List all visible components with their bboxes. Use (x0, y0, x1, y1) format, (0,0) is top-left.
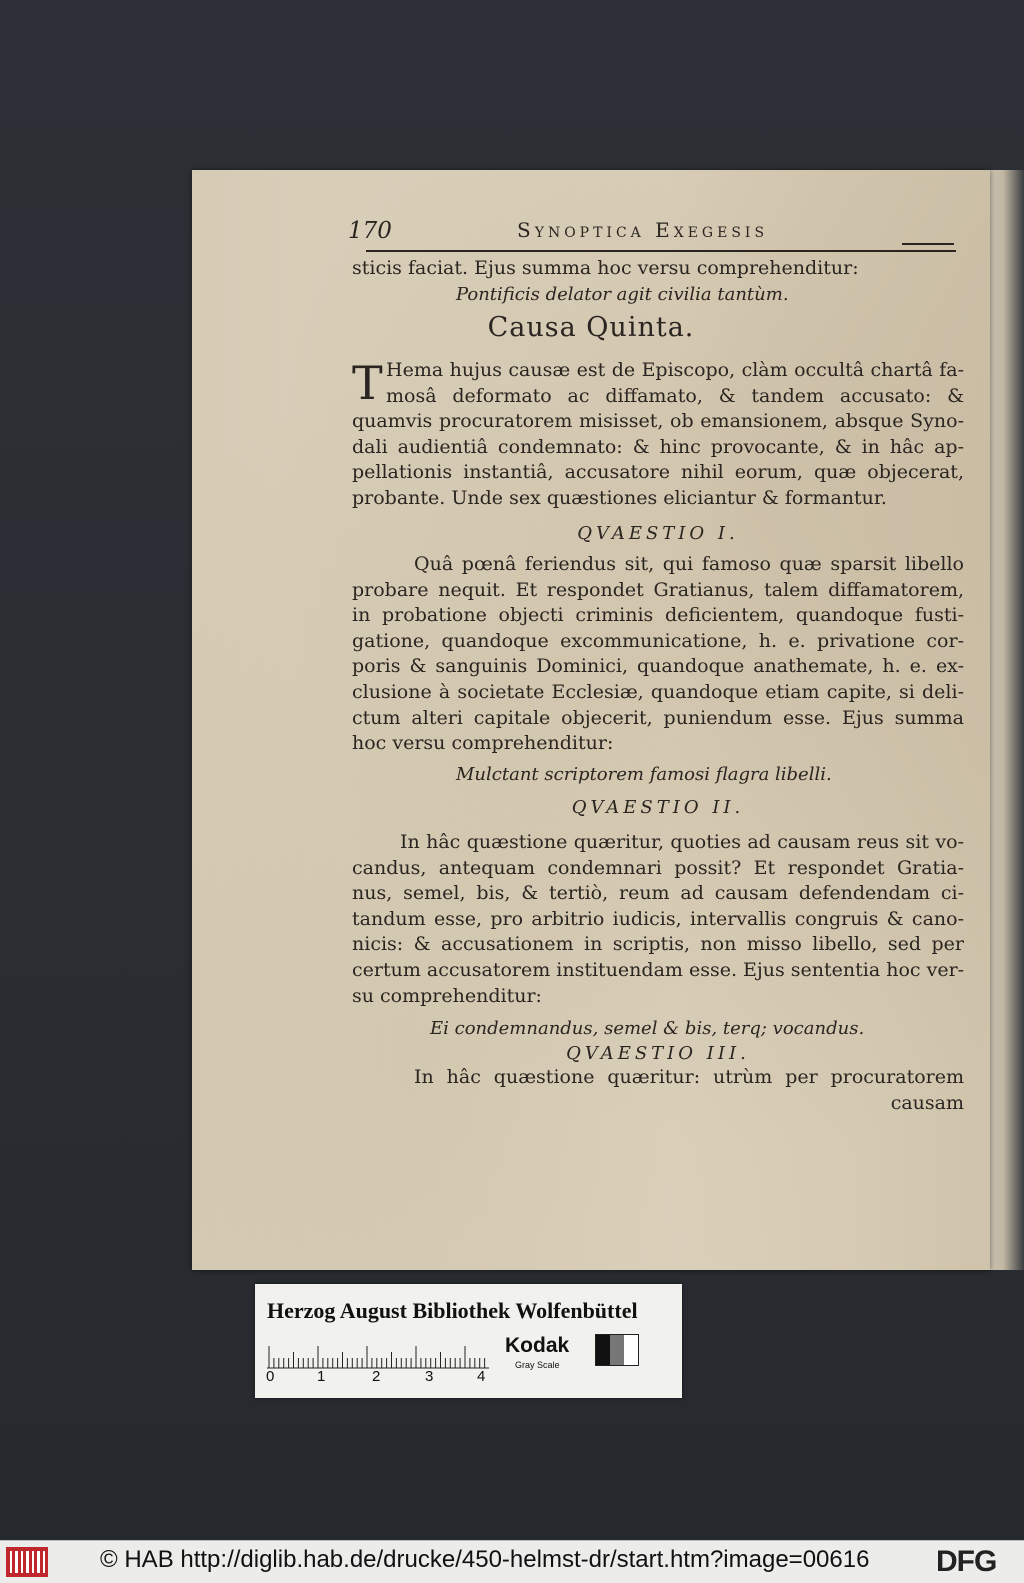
text-line: In hâc quæstione quæritur, quoties ad causam reus sit vo- (400, 831, 964, 853)
text-line: probante. Unde sex quæstiones eliciantur & formantur. (352, 486, 887, 509)
ruler-number: 4 (477, 1368, 486, 1385)
text-line: In hâc quæstione quæritur: utrùm per procuratorem (414, 1066, 964, 1088)
text-line: pellationis instantiâ, accusatore nihil eorum, quæ objecerat, (352, 461, 964, 484)
book-page (192, 170, 990, 1270)
text-line: dali audientiâ condemnato: & hinc provocante, & in hâc ap- (352, 435, 964, 458)
text-line: nus, semel, bis, & tertiò, reum ad causam defendendam ci- (352, 882, 964, 905)
verse-block-2 (352, 762, 964, 787)
question-heading-3 (352, 1040, 964, 1068)
text-line: mosâ deformato ac diffamato, & tandem accusato: & (386, 384, 964, 407)
drop-cap: T (352, 356, 383, 410)
text-line: nicis: & accusationem in scriptis, non misso libello, sed per (352, 933, 964, 956)
footer-bar (0, 1540, 1024, 1583)
kodak-logo: Kodak (505, 1334, 570, 1357)
text-line: tandum esse, pro arbitrio iudicis, intervallis congruis & cano- (352, 907, 964, 930)
gray-scale-label: Gray Scale (515, 1360, 560, 1370)
ruler-number: 3 (425, 1368, 434, 1385)
ruler-number: 0 (266, 1368, 275, 1385)
continuation-text (352, 256, 964, 307)
text-line: poris & sanguinis Dominici, quandoque anathemate, h. e. ex- (352, 655, 964, 678)
text-line: Quâ pœnâ feriendus sit, qui famoso quæ sparsit libello (414, 553, 964, 575)
intro-paragraph (352, 358, 964, 512)
question-3-paragraph (352, 1065, 964, 1116)
section-title: Causa Quinta. (487, 312, 695, 343)
text-line: hoc versu comprehenditur: (352, 732, 614, 755)
text-line: Hema hujus causæ est de Episcopo, clàm occultâ chartâ fa- (386, 359, 964, 381)
verse-block-3 (352, 1016, 964, 1041)
catchword: causam (890, 1091, 964, 1114)
question-heading-1 (352, 520, 964, 548)
running-head: Synoptica Exegesis (517, 218, 769, 242)
question-heading: QVAESTIO II. (571, 797, 745, 818)
text-line: in probatione objecti criminis deficientem, quandoque fusti- (352, 604, 964, 627)
text-line: su comprehenditur: (352, 984, 542, 1007)
question-heading: QVAESTIO III. (566, 1043, 750, 1064)
ruler-number: 1 (317, 1368, 326, 1385)
verse-line: Pontificis delator agit civilia tantùm. (456, 283, 789, 305)
text-line: clusione à societate Ecclesiæ, quandoque etiam capite, si deli- (352, 680, 964, 703)
header-rule (366, 250, 956, 252)
color-calibration-card (255, 1284, 682, 1398)
text-line: ctum alteri capitale objecerit, puniendum esse. Ejus summa (352, 706, 964, 729)
question-1-paragraph (352, 552, 964, 757)
ruler-number: 2 (372, 1368, 381, 1385)
ruler (267, 1338, 491, 1372)
question-heading-2 (352, 794, 964, 822)
text-line: gatione, quandoque excommunicatione, h. e. privatione cor- (352, 629, 964, 652)
hab-barcode-icon (6, 1547, 48, 1577)
page-edge (990, 170, 1024, 1270)
dfg-logo: DFG (936, 1545, 997, 1578)
text-line: sticis faciat. Ejus summa hoc versu comprehenditur: (352, 257, 859, 279)
page-number: 170 (348, 218, 392, 244)
text-line: certum accusatorem instituendam esse. Ejus sententia hoc ver- (352, 958, 965, 981)
text-line: probare nequit. Et respondet Gratianus, talem diffamatorem, (352, 578, 964, 601)
text-line: candus, antequam condemnari possit? Et respondet Gratia- (352, 856, 964, 879)
question-2-paragraph (352, 830, 964, 1009)
question-heading: QVAESTIO I. (577, 523, 739, 544)
footer-credit-link[interactable]: © HAB http://diglib.hab.de/drucke/450-helmst-dr/start.htm?image=00616 (100, 1546, 870, 1573)
text-line: quamvis procuratorem misisset, ob emansionem, absque Syno- (352, 410, 964, 433)
header-rule-short (902, 243, 954, 245)
gray-scale-patch (595, 1334, 639, 1366)
library-name: Herzog August Bibliothek Wolfenbüttel (267, 1298, 638, 1323)
verse-line: Mulctant scriptorem famosi flagra libelli. (456, 764, 832, 785)
verse-line: Ei condemnandus, semel & bis, terq; vocandus. (430, 1018, 865, 1039)
